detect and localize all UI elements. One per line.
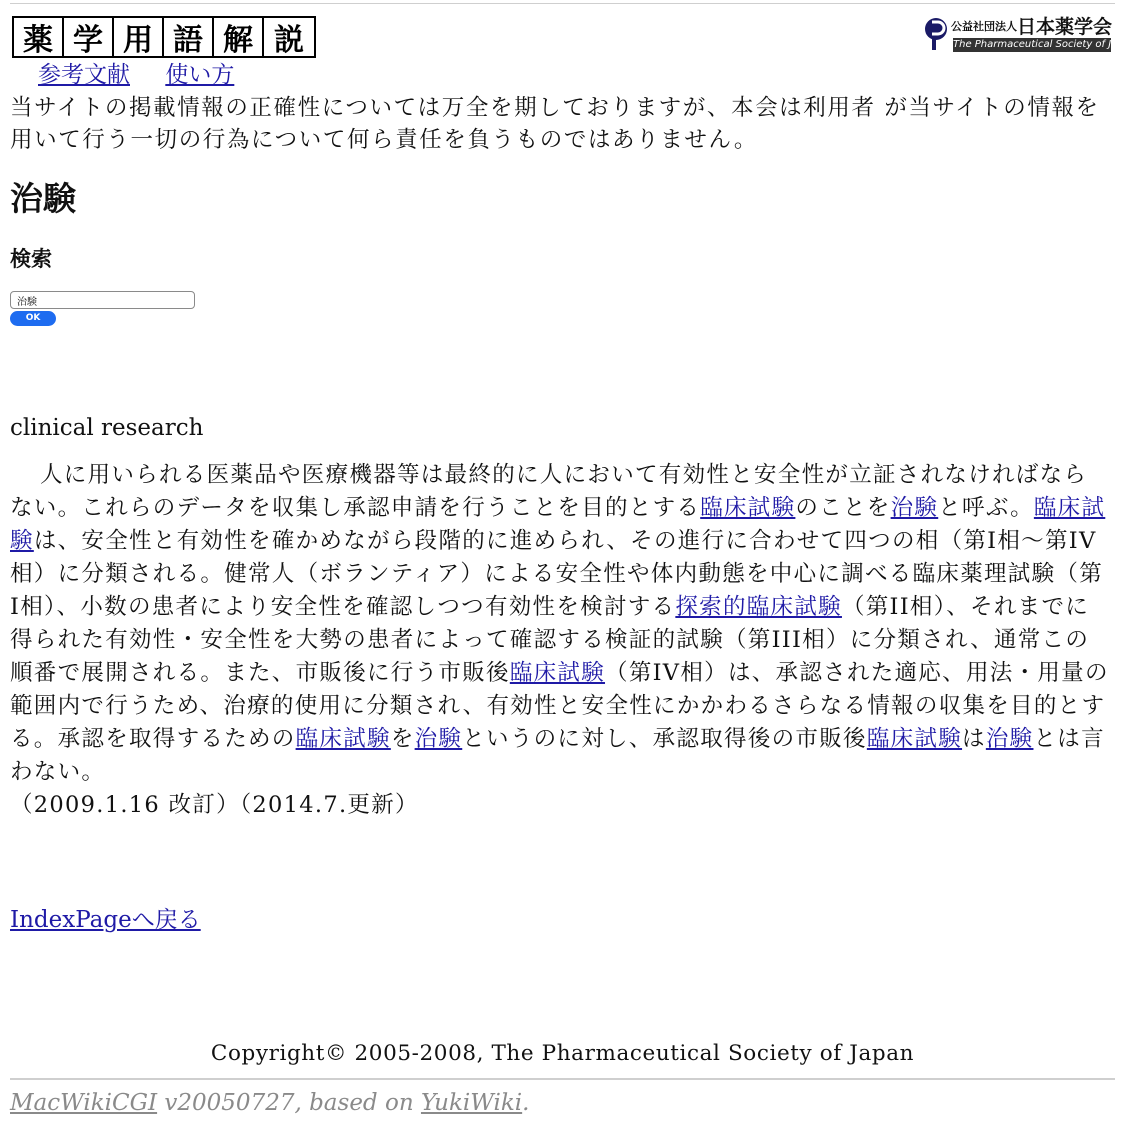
definition-segment: と呼ぶ。 [938,495,1034,521]
top-rule [10,3,1115,4]
banner-char: 学 [64,18,114,56]
disclaimer-text: 当サイトの掲載情報の正確性については万全を期しておりますが、本会は利用者 が当サイトの情報を用いて行う一切の行為について何ら責任を負うものではありません。 [10,95,1100,153]
society-logo-icon [923,16,953,52]
society-name-main: 日本薬学会 [1017,16,1113,38]
society-english-name: The Pharmaceutical Society of Japan [953,39,1136,50]
clinical-trial-link[interactable]: 臨床試験 [295,726,391,752]
chiken-link[interactable]: 治験 [414,726,463,752]
definition-segment: のことを [795,495,891,521]
definition-segment: は [962,726,986,752]
banner-char: 説 [274,23,304,58]
society-prefix: 公益社団法人 [951,20,1017,33]
search-input[interactable] [10,291,195,309]
clinical-trial-link[interactable]: 臨床試験 [10,495,1106,554]
page-title: 治験 [10,179,76,218]
footer-rule [10,1078,1115,1080]
banner-char: 薬 [14,18,64,56]
definition-segment: 人に用いられる医薬品や医療機器等は最終的に人において有効性と安全性が立証されなければならない。これらのデータを収集し承認申請を行うことを目的とする [10,462,1088,521]
macwikicgi-link[interactable]: MacWikiCGI [10,1090,158,1116]
top-nav [38,60,262,90]
site-title-banner [12,16,316,58]
definition-segment: とは言わない。 [10,726,1105,785]
definition-segment: （第II相）、それまでに得られた有効性・安全性を大勢の患者によって確認する検証的試験（第III相）に分類され、通常この順番で展開される。また、市販後に行う市販後 [10,594,1090,686]
exploratory-clinical-trial-link[interactable]: 探索的臨床試験 [675,594,842,620]
search-heading: 検索 [10,246,52,271]
english-term: clinical research [10,415,204,441]
definition-segment: （第IV相）は、承認された適応、用法・用量の範囲内で行うため、治療的使用に分類され、有効性と安全性にかかわるさらなる情報の収集を目的とする。承認を取得するための [10,660,1109,752]
banner-char: 解 [214,18,264,56]
footer-version: v20050727, based on [157,1090,421,1116]
revision-note: （2009.1.16 改訂）（2014.7.更新） [10,792,419,818]
clinical-trial-link[interactable]: 臨床試験 [866,726,963,752]
ok-button[interactable]: OK [10,311,56,326]
banner-char: 用 [114,18,164,56]
howto-link[interactable]: 使い方 [165,62,235,88]
society-logo [923,16,1136,52]
index-page-link[interactable]: IndexPageへ戻る [10,907,201,933]
society-name [951,16,1112,38]
footer-period: . [522,1090,530,1116]
footer [10,1088,529,1118]
chiken-link[interactable]: 治験 [890,495,939,521]
copyright: Copyright© 2005-2008, The Pharmaceutical Society of Japan [210,1041,915,1066]
yukiwiki-link[interactable]: YukiWiki [420,1090,523,1116]
clinical-trial-link[interactable]: 臨床試験 [700,495,796,521]
references-link[interactable]: 参考文献 [38,62,130,88]
definition-segment: を [390,726,415,752]
definition-text [10,459,1110,822]
clinical-trial-link[interactable]: 臨床試験 [509,660,606,686]
definition-segment: は、安全性と有効性を確かめながら段階的に進められ、その進行に合わせて四つの相（第I相〜第IV相）に分類される。健常人（ボランティア）による安全性や体内動態を中心に調べる臨床薬理試験（第I相）、小数の患者により安全性を確認しつつ有効性を検討する [10,528,1104,620]
chiken-link[interactable]: 治験 [985,726,1034,752]
banner-char: 語 [164,18,214,56]
definition-segment: というのに対し、承認取得後の市販後 [462,726,867,752]
